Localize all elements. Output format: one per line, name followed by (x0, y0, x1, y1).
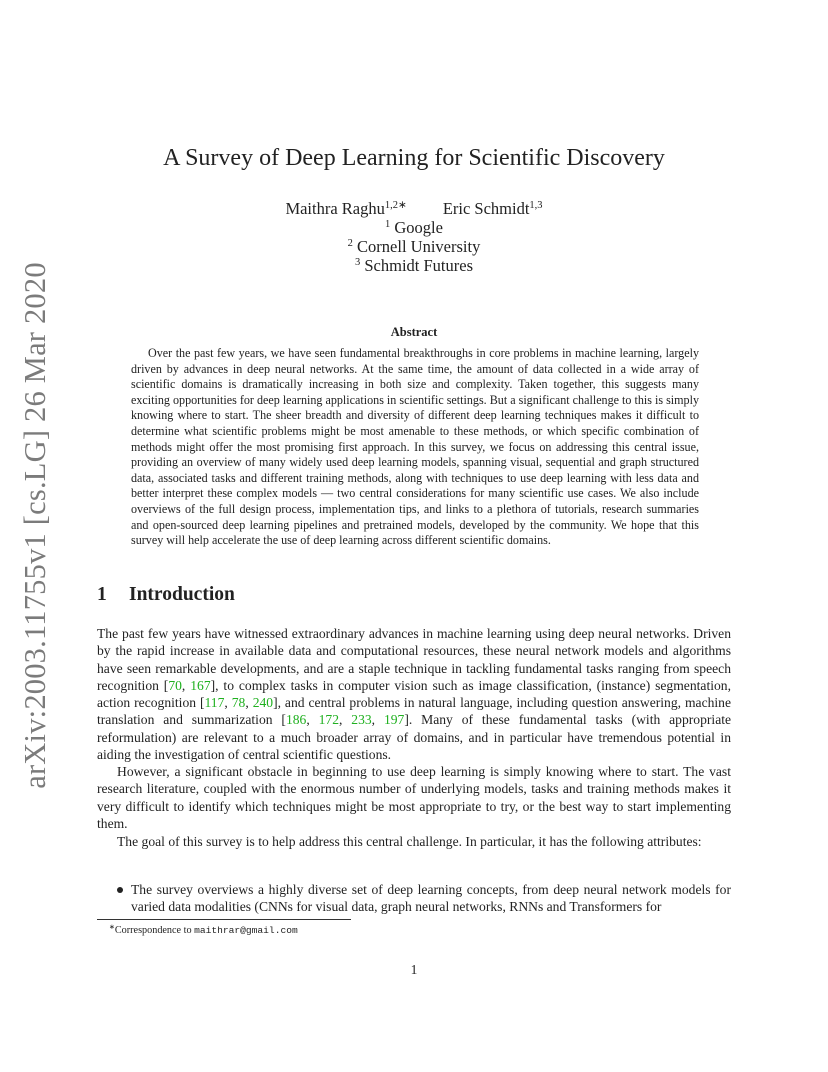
paper-title: A Survey of Deep Learning for Scientific Discovery (163, 145, 665, 171)
citation-link[interactable]: 117 (204, 695, 225, 711)
footnote-email[interactable]: maithrar@gmail.com (194, 925, 298, 936)
author-list (0, 199, 828, 219)
section-heading (97, 584, 235, 606)
intro-paragraph-1: The past few years have witnessed extraordinary advances in machine learning using deep neural networks. Driven by the rapid increase in available data and computational resources, these neural network models and algorithms have seen remarkable developments, and are a staple technique in tackling fundamental tasks ranging from speech recognition [70, 167], to complex tasks in computer vision such as image classification, (instance) segmentation, action recognition [117, 78, 240], and central problems in natural language, including question answering, machine translation and summarization [186, 172, 233, 197]. Many of these fundamental tasks (with appropriate reformulation) are relevant to a much broader array of domains, and in particular have tremendous potential in aiding the investigation of central scientific questions. (97, 626, 732, 763)
arxiv-watermark (10, 261, 60, 789)
footnote-rule (97, 919, 351, 920)
citation-link[interactable]: 172 (318, 712, 339, 728)
citation-link[interactable]: 167 (190, 677, 211, 693)
citation-link[interactable]: 240 (252, 695, 274, 711)
bullet-item (97, 881, 731, 916)
citation-link[interactable]: 197 (383, 712, 405, 728)
abstract-text: Over the past few years, we have seen fundamental breakthroughs in core problems in machine learning, largely driven by advances in deep neural networks. At the same time, the amount of data collected in a wide array of scientific domains is dramatically increasing in both size and complexity. Taken together, this suggests many exciting opportunities for deep learning applications in scientific settings. But a significant challenge to this is simply knowing where to start. The sheer breadth and diversity of different deep learning techniques makes it difficult to determine what scientific problems might be most amenable to these methods, or which specific combination of methods might offer the most promising first approach. In this survey, we focus on addressing this central issue, providing an overview of many widely used deep learning models, spanning visual, sequential and graph structured data, associated tasks and different training methods, along with techniques to use deep learning with less data and better interpret these complex models — two central considerations for many scientific use cases. We also include overviews of the full design process, implementation tips, and links to a plethora of tutorials, research summaries and open-sourced deep learning pipelines and pretrained models, developed by the community. We hope that this survey will help accelerate the use of deep learning across different scientific domains. (131, 346, 699, 548)
bullet-dot-icon (117, 887, 123, 893)
author-1: Maithra Raghu$^{1,2∗}$ (285, 199, 407, 218)
citation-link[interactable]: 70 (168, 677, 182, 693)
arxiv-identifier: arXiv:2003.11755v1 [cs.LG] 26 Mar 2020 (17, 261, 52, 789)
page-number: 1 (410, 962, 418, 977)
bullet-text: The survey overviews a highly diverse set of deep learning concepts, from deep neural network models for varied data modalities (CNNs for visual data, graph neural networks, RNNs and Transformers for (131, 882, 731, 915)
citation-link[interactable]: 233 (351, 712, 372, 728)
citation-link[interactable]: 186 (285, 712, 307, 728)
section-title: Introduction (129, 584, 235, 605)
intro-paragraph-3: The goal of this survey is to help address this central challenge. In particular, it has the following attributes: (117, 834, 702, 849)
section-number: 1 (97, 584, 107, 605)
abstract-heading: Abstract (390, 325, 438, 339)
author-2: Eric Schmidt$^{1,3}$ (442, 199, 543, 218)
affiliation-1: $^1$ Google (385, 218, 443, 237)
affiliation-3: $^3$ Schmidt Futures (354, 256, 473, 275)
citation-link[interactable]: 78 (231, 695, 246, 711)
affiliation-2: $^2$ Cornell University (347, 237, 481, 256)
intro-paragraph-2: However, a significant obstacle in beginning to use deep learning is simply knowing where to start. The vast research literature, coupled with the enormous number of underlying models, tasks and training methods makes it very difficult to identify which techniques might be most appropriate to try, or the best way to start implementing them. (97, 764, 731, 831)
footnote: ∗Correspondence to maithrar@gmail.com (109, 923, 298, 936)
